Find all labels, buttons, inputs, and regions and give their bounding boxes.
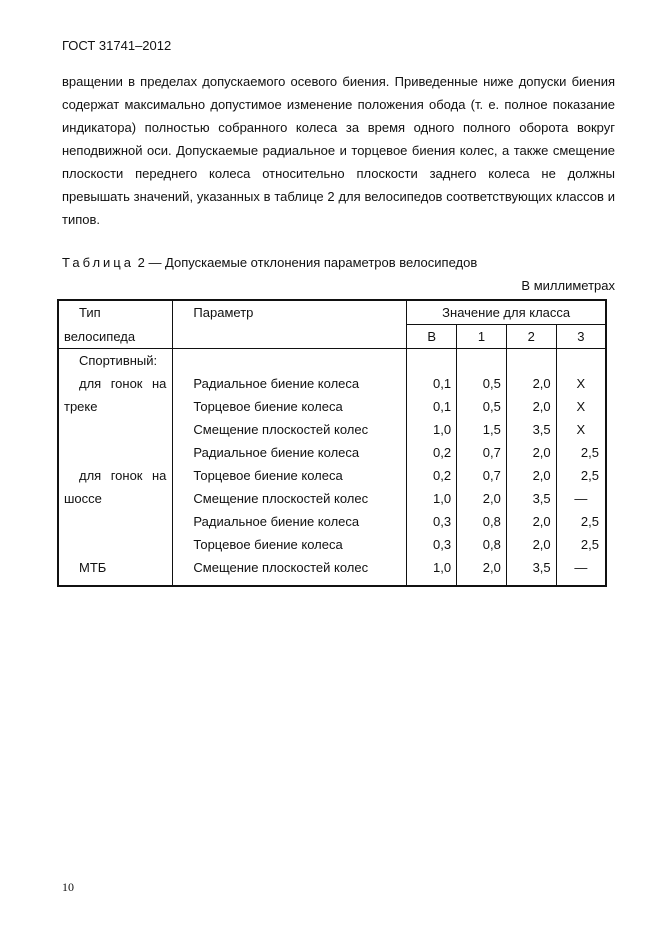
table-header-row-1 [58,300,606,325]
page-number: 10 [62,880,74,894]
value-class-2 [506,349,556,373]
parameter-cell: Торцевое биение колеса [173,464,407,487]
value-class-b: 0,3 [407,533,457,556]
value-class-3: 2,5 [580,537,599,552]
page-header: ГОСТ 31741–2012 [62,38,172,53]
value-class-b: 1,0 [407,418,457,441]
value-class-2: 2,0 [506,510,556,533]
type-cell: для гонок на [58,464,173,487]
type-cell: Спортивный: [58,349,173,373]
header-type-line2: велосипеда [58,325,173,349]
type-cell: треке [58,395,173,418]
header-type-line1: Тип [58,300,173,325]
value-class-3: Х [576,399,586,414]
value-class-3: 2,5 [580,445,599,460]
parameter-cell: Радиальное биение колеса [173,441,407,464]
parameter-cell: Радиальное биение колеса [173,372,407,395]
value-class-3: — [574,560,588,575]
type-cell: МТБ [58,556,173,586]
parameter-cell: Смещение плоскостей колес [173,487,407,510]
table-row [58,510,606,533]
table-row [58,487,606,510]
value-class-1: 0,8 [457,510,507,533]
type-cell [58,533,173,556]
body-paragraph: вращении в пределах допускаемого осевого биения. Приведенные ниже допуски биения содержат максимально допустимое изменение положения обода (т. е. полное показание индикатора) полностью собранного колеса за время одного полного оборота вокруг неподвижной оси. Допускаемые радиальное и торцевое биения колес, а также смещение плоскости переднего колеса относительно плоскости заднего колеса не должны превышать значений, указанных в таблице 2 для велосипедов соответствующих классов и типов. [62,74,615,227]
header-class-1: 1 [457,325,507,349]
value-class-1: 2,0 [457,487,507,510]
value-class-1: 0,7 [457,464,507,487]
table-units: В миллиметрах [521,278,615,293]
table-row [58,441,606,464]
parameter-cell [173,349,407,373]
value-class-2: 3,5 [506,418,556,441]
table-caption-label: Таблица [62,255,134,270]
value-class-3: 2,5 [580,514,599,529]
value-class-2: 2,0 [506,464,556,487]
value-class-b [407,349,457,373]
header-class-group: Значение для класса [407,300,606,325]
value-class-1: 0,8 [457,533,507,556]
value-class-3: Х [576,422,586,437]
value-class-3: 2,5 [580,468,599,483]
value-class-3: Х [576,376,586,391]
parameter-cell: Смещение плоскостей колес [173,418,407,441]
value-class-2: 3,5 [506,556,556,586]
value-class-b: 0,1 [407,372,457,395]
value-class-1: 0,5 [457,372,507,395]
type-cell: для гонок на [58,372,173,395]
table-row [58,464,606,487]
header-class-2: 2 [506,325,556,349]
table-caption-text: 2 — Допускаемые отклонения параметров велосипедов [133,255,478,270]
table-row [58,372,606,395]
table-row [58,418,606,441]
table-row [58,349,606,373]
table-caption [62,255,477,270]
value-class-1: 0,5 [457,395,507,418]
value-class-1 [457,349,507,373]
parameter-cell: Торцевое биение колеса [173,533,407,556]
table-row [58,395,606,418]
value-class-1: 0,7 [457,441,507,464]
value-class-1: 1,5 [457,418,507,441]
type-cell [58,510,173,533]
value-class-b: 0,3 [407,510,457,533]
type-cell [58,418,173,441]
value-class-2: 2,0 [506,441,556,464]
value-class-b: 1,0 [407,556,457,586]
value-class-1: 2,0 [457,556,507,586]
value-class-b: 0,1 [407,395,457,418]
value-class-b: 0,2 [407,441,457,464]
value-class-2: 3,5 [506,487,556,510]
value-class-b: 0,2 [407,464,457,487]
value-class-b: 1,0 [407,487,457,510]
parameter-cell: Радиальное биение колеса [173,510,407,533]
header-class-b: В [407,325,457,349]
type-cell [58,441,173,464]
parameter-cell: Смещение плоскостей колес [173,556,407,586]
value-class-3 [556,349,606,373]
header-parameter: Параметр [173,300,407,349]
value-class-2: 2,0 [506,372,556,395]
tolerance-table [57,299,607,587]
value-class-2: 2,0 [506,533,556,556]
header-class-3: 3 [556,325,606,349]
value-class-2: 2,0 [506,395,556,418]
type-cell: шоссе [58,487,173,510]
parameter-cell: Торцевое биение колеса [173,395,407,418]
table-row [58,533,606,556]
value-class-3: — [574,491,588,506]
table-row [58,556,606,586]
